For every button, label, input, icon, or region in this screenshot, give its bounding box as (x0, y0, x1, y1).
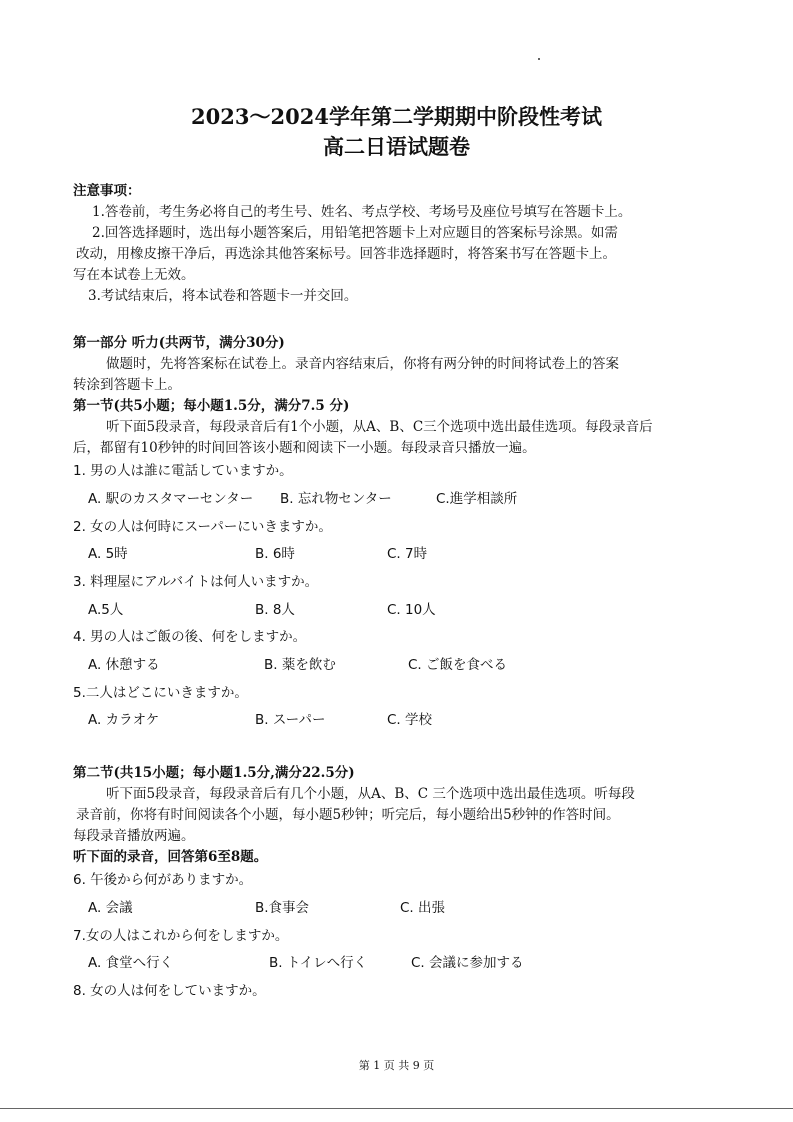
notes-line-3: 改动，用橡皮擦干净后，再选涂其他答案标号。回答非选择题时，将答案书写在答题卡上。 (76, 246, 616, 262)
section2-intro-1: 听下面5段录音，每段录音后有几个小题，从A、B、C 三个选项中选出最佳选项。听每段 (106, 786, 635, 802)
notes-heading: 注意事项： (73, 183, 141, 199)
q5-option-c: C. 学校 (387, 712, 433, 728)
q3-option-c: C. 10人 (387, 602, 436, 618)
q4-option-a: A. 休憩する (88, 657, 160, 673)
bottom-divider (0, 1108, 793, 1109)
q6-option-c: C. 出張 (400, 900, 446, 916)
q5-option-a: A. カラオケ (88, 712, 160, 728)
q4-option-b: B. 薬を飲む (264, 657, 336, 673)
q1-option-c: C.進学相談所 (436, 491, 518, 507)
question-3: 3. 料理屋にアルバイトは何人いますか。 (73, 574, 319, 590)
q1-option-b: B. 忘れ物センター (280, 491, 392, 507)
part1-intro-1: 做题时，先将答案标在试卷上。录音内容结束后，你将有两分钟的时间将试卷上的答案 (106, 356, 619, 372)
q2-option-c: C. 7時 (387, 546, 428, 562)
q3-option-a: A.5人 (88, 602, 124, 618)
q7-option-b: B. トイレへ行く (269, 955, 368, 971)
section2-intro-3: 每段录音播放两遍。 (73, 828, 195, 844)
q5-option-b: B. スーパー (255, 712, 326, 728)
section2-subheading: 听下面的录音，回答第6至8题。 (73, 849, 268, 865)
part1-heading: 第一部分 听力(共两节，满分30分) (73, 335, 285, 351)
question-2: 2. 女の人は何時にスーパーにいきますか。 (73, 519, 332, 535)
section1-intro-2: 后，都留有10秒钟的时间回答该小题和阅读下一小题。每段录音只播放一遍。 (73, 440, 536, 456)
q3-option-b: B. 8人 (255, 602, 295, 618)
question-1: 1. 男の人は誰に電話していますか。 (73, 463, 293, 479)
question-4: 4. 男の人はご飯の後、何をしますか。 (73, 629, 307, 645)
question-5: 5.二人はどこにいきますか。 (73, 685, 248, 701)
notes-line-5: 3.考试结束后，将本试卷和答题卡一并交回。 (88, 288, 358, 304)
notes-line-2: 2.回答选择题时，选出每小题答案后，用铅笔把答题卡上对应题目的答案标号涂黑。如需 (92, 225, 618, 241)
q4-option-c: C. ご飯を食べる (408, 657, 508, 673)
section2-heading: 第二节(共15小题；每小题1.5分,满分22.5分) (73, 765, 355, 781)
page-number: 第 1 页 共 9 页 (358, 1059, 435, 1072)
q7-option-a: A. 食堂へ行く (88, 955, 174, 971)
q1-option-a: A. 駅のカスタマーセンター (88, 491, 254, 507)
q6-option-b: B.食事会 (255, 900, 310, 916)
notes-line-4: 写在本试卷上无效。 (73, 267, 195, 283)
exam-subtitle: 高二日语试题卷 (323, 134, 470, 159)
part1-intro-2: 转涂到答题卡上。 (73, 377, 181, 393)
q2-option-b: B. 6時 (255, 546, 295, 562)
question-7: 7.女の人はこれから何をしますか。 (73, 928, 289, 944)
question-8: 8. 女の人は何をしていますか。 (73, 983, 266, 999)
q7-option-c: C. 会議に参加する (411, 955, 524, 971)
question-6: 6. 午後から何がありますか。 (73, 872, 253, 888)
q6-option-a: A. 会議 (88, 900, 133, 916)
notes-line-1: 1.答卷前，考生务必将自己的考生号、姓名、考点学校、考场号及座位号填写在答题卡上。 (92, 204, 632, 220)
section2-intro-2: 录音前，你将有时间阅读各个小题，每小题5秒钟；听完后，每小题给出5秒钟的作答时间。 (76, 807, 620, 823)
speck-mark (538, 58, 540, 60)
q2-option-a: A. 5時 (88, 546, 128, 562)
exam-title: 2023～2024学年第二学期期中阶段性考试 (191, 104, 602, 129)
section1-heading: 第一节(共5小题；每小题1.5分，满分7.5 分) (73, 398, 350, 414)
section1-intro-1: 听下面5段录音，每段录音后有1个小题，从A、B、C三个选项中选出最佳选项。每段录音后 (106, 419, 653, 435)
